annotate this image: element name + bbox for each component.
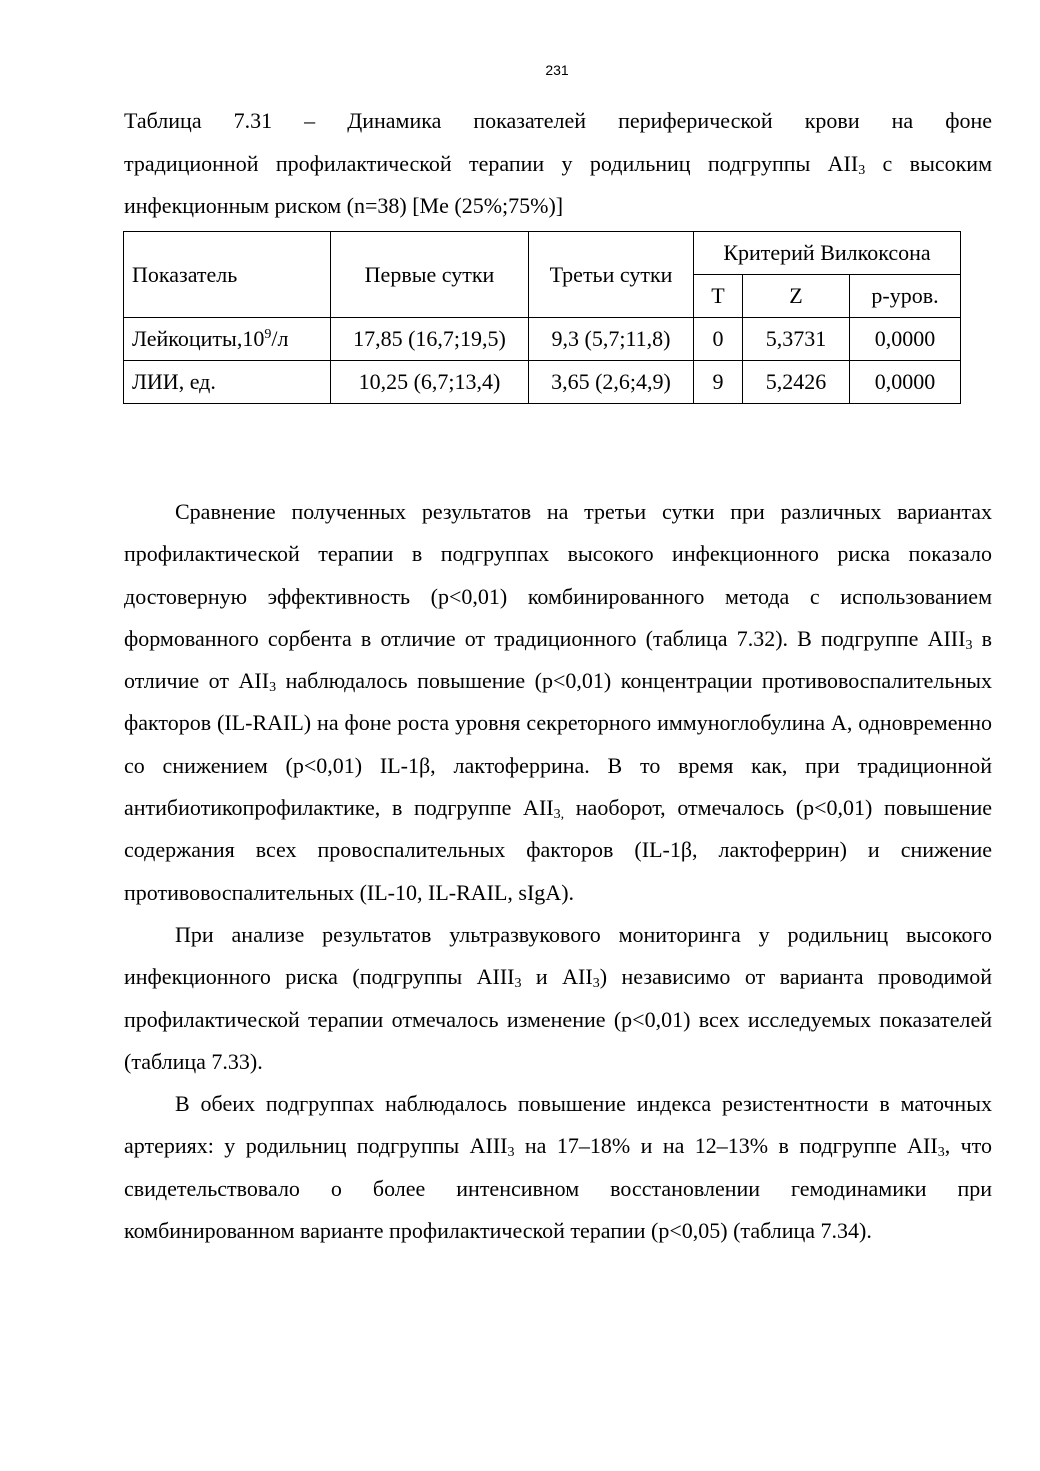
caption-line-1: Таблица 7.31 – Динамика показателей периферической крови на фоне <box>124 108 992 133</box>
paragraph: В обеих подгруппах наблюдалось повышение индекса резистентности в маточных артериях: у родильниц подгруппы $AIII_3$ на 17–18% и на 12–13% в подгруппе $AII_3$, что свидетельствовало о более интенсивном восстановлении гемодинамики при комбинированном варианте профилактической терапии (p<0,05) (таблица 7.34). <box>124 1091 992 1244</box>
row-first-day: 10,25 (6,7;13,4) <box>331 361 529 404</box>
header-t: T <box>694 275 743 318</box>
row-p: 0,0000 <box>850 361 961 404</box>
header-wilcoxon: Критерий Вилкоксона <box>694 232 961 275</box>
row-t: 0 <box>694 318 743 361</box>
table-row <box>124 318 961 361</box>
row-indicator: ЛИИ, ед. <box>124 361 331 404</box>
header-z: Z <box>743 275 850 318</box>
body-text <box>124 491 992 1252</box>
row-first-day: 17,85 (16,7;19,5) <box>331 318 529 361</box>
row-p: 0,0000 <box>850 318 961 361</box>
row-z: 5,3731 <box>743 318 850 361</box>
page-number: 231 <box>545 62 569 78</box>
caption-line-2: традиционной профилактической терапии у родильниц подгруппы $AII_3$ с высоким <box>124 150 992 178</box>
header-third-day: Третьи сутки <box>529 232 694 318</box>
header-p: p-уров. <box>850 275 961 318</box>
row-z: 5,2426 <box>743 361 850 404</box>
row-third-day: 3,65 (2,6;4,9) <box>529 361 694 404</box>
table-caption <box>124 100 992 228</box>
table-row <box>124 361 961 404</box>
paragraph: Сравнение полученных результатов на третьи сутки при различных вариантах профилактической терапии в подгруппах высокого инфекционного риска показало достоверную эффективность (p<0,01) комбинированного метода с использованием формованного сорбента в отличие от традиционного (таблица 7.32). В подгруппе $AIII_3$ в отличие от $AII_3$ наблюдалось повышение (p<0,01) концентрации противовоспалительных факторов (IL-RAIL) на фоне роста уровня секреторного иммуноглобулина А, одновременно со снижением (p<0,01) IL-1β, лактоферрина. В то время как, при традиционной антибиотикопрофилактике, в подгруппе $AII_{3,}$ наоборот, отмечалось (p<0,01) повышение содержания всех провоспалительных факторов (IL-1β, лактоферрин) и снижение противовоспалительных (IL-10, IL-RAIL, sIgA). <box>124 499 993 905</box>
blood-indicators-table <box>123 231 961 404</box>
header-indicator: Показатель <box>124 232 331 318</box>
paragraph: При анализе результатов ультразвукового мониторинга у родильниц высокого инфекционного риска (подгруппы $AIII_3$ и $AII_3$) независимо от варианта проводимой профилактической терапии отмечалось изменение (p<0,01) всех исследуемых показателей (таблица 7.33). <box>124 921 992 1074</box>
caption-line-3: инфекционным риском (n=38) [Me (25%;75%)] <box>124 193 564 218</box>
header-first-day: Первые сутки <box>331 232 529 318</box>
row-indicator: $Лейкоциты,10^9/л$ <box>124 318 331 361</box>
row-t: 9 <box>694 361 743 404</box>
table-header-row <box>124 232 961 275</box>
row-third-day: 9,3 (5,7;11,8) <box>529 318 694 361</box>
